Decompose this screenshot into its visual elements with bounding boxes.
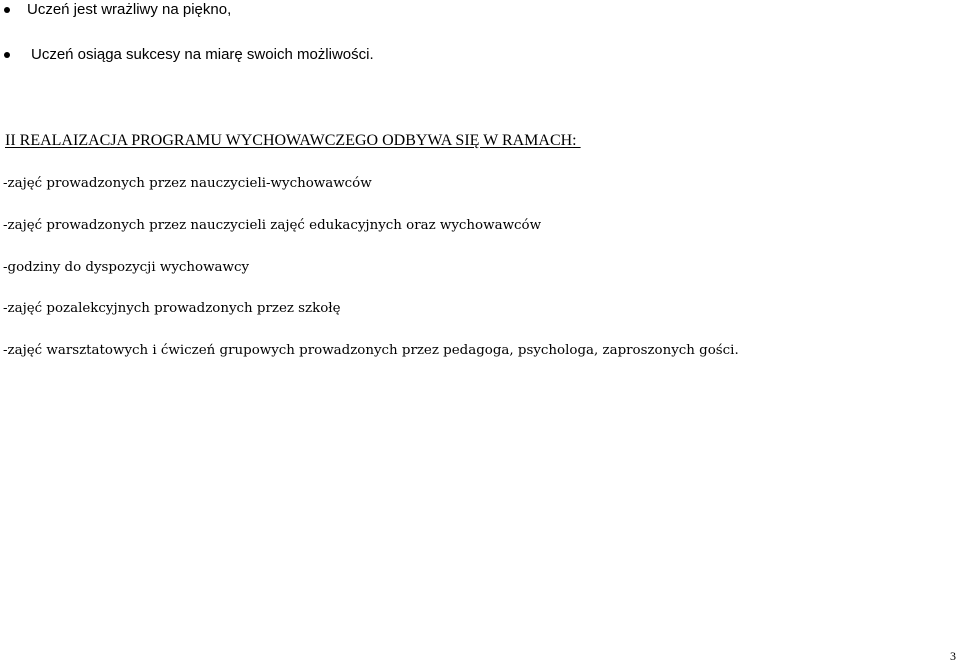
bullet-dot-icon bbox=[4, 52, 10, 58]
bullet-item bbox=[0, 1, 231, 19]
list-item: -godziny do dyspozycji wychowawcy bbox=[3, 260, 250, 275]
bullet-item bbox=[0, 46, 374, 64]
bullet-text: Uczeń osiąga sukcesy na miarę swoich możliwości. bbox=[31, 46, 374, 63]
list-item: -zajęć prowadzonych przez nauczycieli-wychowawców bbox=[3, 176, 372, 191]
list-item: -zajęć pozalekcyjnych prowadzonych przez szkołę bbox=[3, 301, 341, 316]
page-number: 3 bbox=[950, 649, 956, 663]
section-heading: II REALAIZACJA PROGRAMU WYCHOWAWCZEGO ODBYWA SIĘ W RAMACH: bbox=[5, 132, 581, 149]
list-item: -zajęć prowadzonych przez nauczycieli zajęć edukacyjnych oraz wychowawców bbox=[3, 218, 542, 233]
list-item: -zajęć warsztatowych i ćwiczeń grupowych prowadzonych przez pedagoga, psychologa, zaproszonych gości. bbox=[3, 343, 739, 358]
bullet-text: Uczeń jest wrażliwy na piękno, bbox=[27, 1, 232, 18]
bullet-dot-icon bbox=[4, 7, 10, 13]
